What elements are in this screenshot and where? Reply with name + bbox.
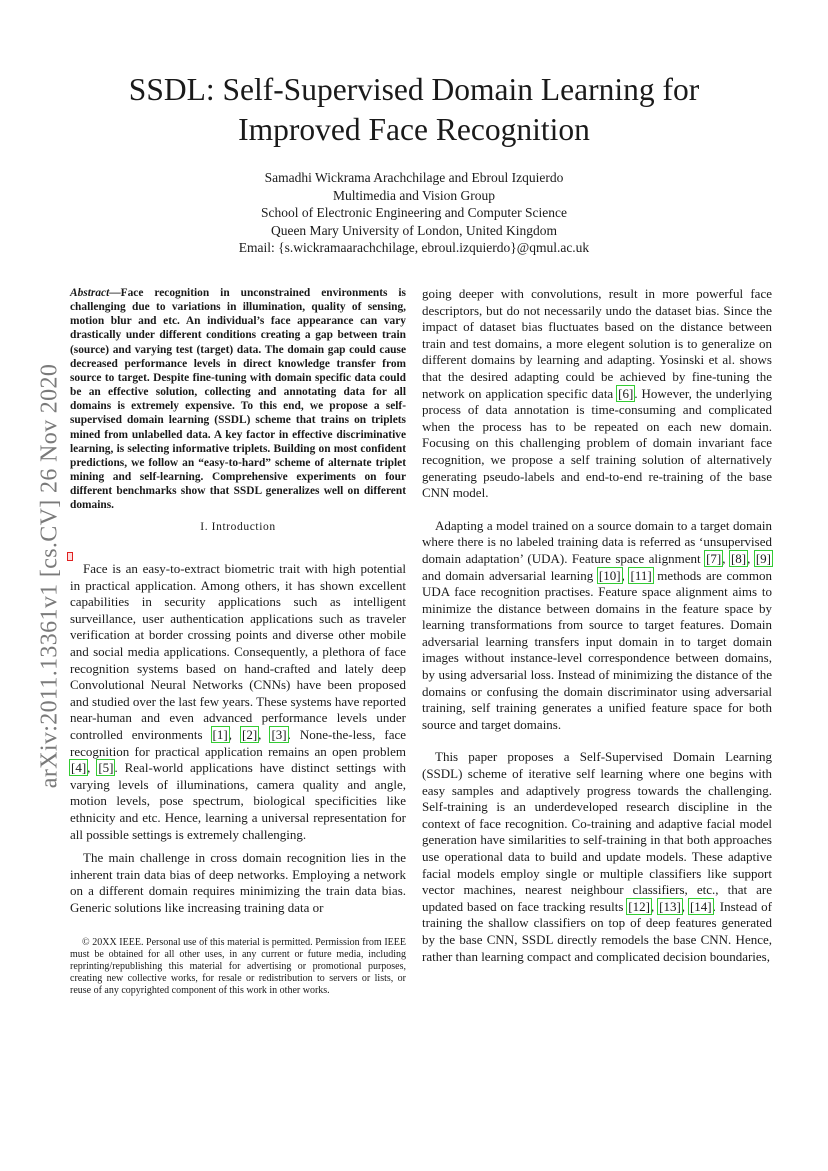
- citation-link[interactable]: [7]: [706, 550, 722, 566]
- citation-link[interactable]: [8]: [730, 550, 747, 566]
- author-names: Samadhi Wickrama Arachchilage and Ebroul Izquierdo: [264, 170, 564, 185]
- citation-link[interactable]: [4]: [71, 760, 87, 776]
- paragraph-text: . Real-world applications have distinct settings with varying levels of illuminations, camera quality and angle, motion levels, pose spectrum, biological specificities like ethnicity and etc. Hence, learning a universal representation for all possible settings is extremely challenging.: [70, 760, 407, 842]
- paragraph-text: methods are common UDA face recognition practises. Feature space alignment aims to minimize the distance between domains in the feature space by learning transformations from source to target features. Domain adversarial learning transfers input domain in to target domain images without instance-level correspondence between domains, by using adversarial loss. Instead of minimizing the distance of the domains or confusing the domain discriminator using adversarial training, self training generates a unified feature space for both source and target domains.: [422, 567, 772, 732]
- affiliation-line-1: Multimedia and Vision Group: [332, 187, 496, 203]
- citation-link[interactable]: [5]: [98, 760, 114, 776]
- section-heading-introduction: I. Introduction: [200, 521, 276, 533]
- citation-link[interactable]: [3]: [271, 726, 287, 742]
- paragraph-text: and domain adversarial learning: [422, 567, 598, 583]
- copyright-footnote: [70, 937, 406, 997]
- author-email: Email: {s.wickramaarachchilage, ebroul.izquierdo}@qmul.ac.uk: [238, 240, 590, 255]
- right-column-body: [422, 286, 772, 965]
- right-paragraph-3: This paper proposes a Self-Supervised Domain Learning (SSDL) scheme of iterative self learning where one begins with easy samples and adaptively progress towards the challenging. Self-training is an underdeveloped research discipline in the context of face recognition. Co-training and adaptive facial model generation have similarities to self-training in that both approaches use operational data to build and update models. These adaptive facial models employ single or multiple classifiers like support vector machines, nearest neighbour classifiers, etc., that are updated based on face tracking results [12], [13], [14]. Instead of training the shallow classifiers on top of deep features generated by the base CNN, SSDL directly remodels the base CNN. Hence, rather than learning compact and complicated decision boundaries,: [422, 749, 773, 964]
- annotation-marker: [67, 552, 73, 561]
- citation-link[interactable]: [12]: [628, 898, 650, 914]
- left-column-body: [70, 561, 406, 916]
- citation-link[interactable]: [11]: [630, 567, 652, 583]
- intro-paragraph-2: The main challenge in cross domain recognition lies in the inherent train data bias of deep networks. Employing a network on a different domain requires minimizing the train data bias. Generic solutions like increasing training data or: [70, 850, 406, 915]
- paper-title: SSDL: Self-Supervised Domain Learning for Improved Face Recognition: [128, 72, 700, 147]
- citation-link[interactable]: [10]: [598, 567, 621, 583]
- abstract: [70, 286, 406, 513]
- citation-link[interactable]: [6]: [618, 385, 634, 401]
- footnote-text: © 20XX IEEE. Personal use of this material is permitted. Permission from IEEE must be obtained for all other uses, in any current or future media, including reprinting/republishing this material for advertising or promotional purposes, creating new collective works, for resale or redistribution to servers or lists, or reuse of any copyrighted component of this work in other works.: [70, 937, 406, 996]
- intro-paragraph-1: Face is an easy-to-extract biometric trait with high potential in practical application. Among others, it has shown excellent capabilities in security applications such as intelligent surveillance, user authentication applications such as traveler verification at border crossing points and diverse other mobile and social media applications. Consequently, a plethora of face recognition systems based on hand-crafted and lately deep Convolutional Neural Networks (CNNs) have been proposed and studied over the last few years. These systems have reported near-human and even advanced performance levels under controlled environments [1], [2], [3]. None-the-less, face recognition for practical application remains an open problem [4], [5]. Real-world applications have distinct settings with varying levels of illuminations, camera quality and angle, motion levels, pose spectrum, biological specificities like ethnicity and etc. Hence, learning a universal representation for all possible settings is extremely challenging.: [70, 561, 407, 842]
- paragraph-text: going deeper with convolutions, result in more powerful face descriptors, but do not necessarily undo the dataset bias. Since the impact of dataset bias fluctuates based on the distance between train and test domains, a more elegent solution is to generalize on different domains by learning and adapting. Yosinski et al. shows that the desired adapting could be achieved by fine-tuning the network on application specific data: [422, 286, 772, 401]
- abstract-label: Abstract: [70, 287, 110, 299]
- citation-link[interactable]: [2]: [241, 726, 258, 742]
- right-paragraph-2: Adapting a model trained on a source domain to a target domain where there is no labeled training data is referred as ‘unsupervised domain adaptation’ (UDA). Feature space alignment [7], [8], [9] and domain adversarial learning [10], [11] methods are common UDA face recognition practises. Feature space alignment aims to minimize the distance between domains in the feature space by learning transformations from source to target features. Domain adversarial learning transfers input domain in to target domain images without instance-level correspondence between domains, by using adversarial loss. Instead of minimizing the distance of the domains or confusing the domain discriminator using adversarial training, self training generates a unified feature space for both source and target domains.: [422, 517, 772, 732]
- paragraph-text: Face is an easy-to-extract biometric trait with high potential in practical application. Among others, it has shown excellent capabilities in security applications such as intelligent surveillance, user authentication applications such as traveler verification at border crossing points and diverse other mobile and social media applications. Consequently, a plethora of face recognition systems based on hand-crafted and lately deep Convolutional Neural Networks (CNNs) have been proposed and studied over the last few years. These systems have reported near-human and even advanced performance levels under controlled environments: [70, 561, 406, 742]
- citation-link[interactable]: [9]: [755, 550, 772, 566]
- citation-link[interactable]: [13]: [659, 898, 681, 914]
- citation-link[interactable]: [1]: [212, 726, 228, 742]
- right-paragraph-1: [422, 286, 772, 502]
- author-block: [150, 169, 678, 257]
- paragraph-text: . None-the-less, face recognition for practical application remains an open problem: [70, 726, 407, 759]
- paragraph-text: Adapting a model trained on a source domain to a target domain where there is no labeled training data is referred as ‘unsupervised domain adaptation’ (UDA). Feature space alignment: [422, 517, 772, 566]
- citation-link[interactable]: [14]: [689, 898, 712, 914]
- affiliation-line-3: Queen Mary University of London, United Kingdom: [270, 222, 558, 238]
- arxiv-stamp: arXiv:2011.13361v1 [cs.CV] 26 Nov 2020: [36, 363, 63, 789]
- paragraph-text: . Instead of training the shallow classifiers on top of deep features generated by the base CNN, SSDL directly remodels the base CNN. Hence, rather than learning compact and complicated decision boundaries,: [422, 898, 773, 964]
- affiliation-line-2: School of Electronic Engineering and Computer Science: [261, 205, 567, 220]
- paragraph-text: This paper proposes a Self-Supervised Domain Learning (SSDL) scheme of iterative self learning where one begins with easy samples and adaptively progress towards the challenging. Self-training is an underdeveloped research discipline in the context of face recognition. Co-training and adaptive facial model generation have similarities to self-training in that both approaches use operational data to build and update models. These adaptive facial models employ single or multiple classifiers like support vector machines, nearest neighbour classifiers, etc., that are updated based on face tracking results: [422, 749, 772, 914]
- paragraph-text: . However, the underlying process of data annotation is time-consuming and complicated when the process has to be repeated on each new domain. Focusing on this challenging problem of domain invariant face recognition, we propose a self training solution of alternatively generating pseudo-labels and end-to-end re-training of the base CNN model.: [422, 385, 772, 501]
- abstract-text: —Face recognition in unconstrained environments is challenging due to variations in illumination, quality of sensing, motion blur and etc. An individual’s face appearance can vary drastically under different conditions creating a gap between train (source) and varying test (target) data. The domain gap could cause decreased performance levels in direct knowledge transfer from source to target. Despite fine-tuning with domain specific data could be an effective solution, collecting and annotating data for all domains is extremely expensive. To this end, we propose a self-supervised domain learning (SSDL) scheme that trains on triplets mined from unlabelled data. A key factor in effective discriminative learning, is selecting informative triplets. Building on most confident predictions, we follow an “easy-to-hard” scheme of alternate triplet mining and self-learning. Comprehensive experiments on four different benchmarks show that SSDL generalizes well on different domains.: [70, 287, 406, 512]
